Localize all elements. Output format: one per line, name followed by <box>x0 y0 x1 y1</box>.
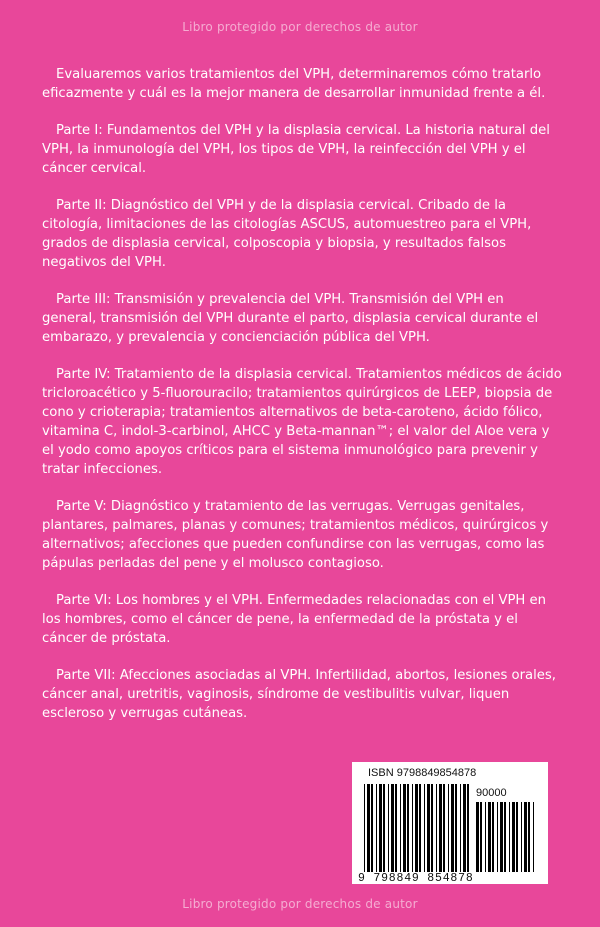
part-4-paragraph: Parte IV: Tratamiento de la displasia cervical. Tratamientos médicos de ácido tricloroacético y 5-fluorouracilo; tratamientos quirúrgicos de LEEP, biopsia de cono y crioterapia; tratamientos alternativos de beta-caroteno, ácido fólico, vitamina C, indol-3-carbinol, AHCC y Beta-mannan™; el valor del Aloe vera y el yodo como apoyos críticos para el sistema inmunológico para prevenir y tratar infecciones. <box>42 367 562 477</box>
barcode-bar <box>467 784 469 872</box>
barcode-bar <box>383 784 385 872</box>
barcode-bar <box>492 802 494 872</box>
barcode-bar <box>419 784 421 872</box>
barcode-bar <box>407 784 409 872</box>
barcode-bar <box>436 784 437 872</box>
barcode-bar <box>367 784 370 872</box>
barcode-bar <box>524 802 527 872</box>
barcode-bar <box>424 784 425 872</box>
barcode-bar <box>485 802 486 872</box>
part-2-paragraph: Parte II: Diagnóstico del VPH y de la displasia cervical. Cribado de la citología, limitaciones de las citologías ASCUS, automuestreo para el VPH, grados de displasia cervical, colposcopia y biopsia, y resultados falsos negativos del VPH. <box>42 198 532 270</box>
price-code: 90000 <box>476 787 507 799</box>
isbn-barcode-box <box>352 762 548 884</box>
copyright-watermark-bottom: Libro protegido por derechos de autor <box>182 897 418 911</box>
barcode-bar <box>371 784 373 872</box>
barcode-bar <box>480 802 482 872</box>
barcode-bar <box>379 784 382 872</box>
barcode-bar <box>509 802 510 872</box>
barcode-bar <box>391 784 394 872</box>
barcode-bar <box>497 802 498 872</box>
barcode-bar <box>528 802 530 872</box>
barcode-bar <box>488 802 491 872</box>
barcode-bar <box>395 784 397 872</box>
barcode-bar <box>427 784 430 872</box>
part-3-paragraph: Parte III: Transmisión y prevalencia del VPH. Transmisión del VPH en general, transmisión del VPH durante el parto, displasia cervical durante el embarazo, y prevalencia y concienciación pública del VPH. <box>42 292 539 345</box>
barcode-bar <box>376 784 377 872</box>
barcode-bars <box>364 784 470 872</box>
barcode-bar <box>463 784 466 872</box>
barcode-bar <box>364 784 365 872</box>
barcode-bar <box>403 784 406 872</box>
barcode-bar <box>448 784 449 872</box>
part-6-paragraph: Parte VI: Los hombres y el VPH. Enfermedades relacionadas con el VPH en los hombres, como el cáncer de pene, la enfermedad de la próstata y el cáncer de próstata. <box>42 593 547 646</box>
barcode-bar <box>500 802 503 872</box>
barcode-bar <box>521 802 522 872</box>
part-7-paragraph: Parte VII: Afecciones asociadas al VPH. Infertilidad, abortos, lesiones orales, cáncer anal, uretritis, vaginosis, síndrome de vestibulitis vulvar, liquen escleroso y verrugas cutáneas. <box>42 668 556 721</box>
barcode-bar <box>460 784 461 872</box>
addon-barcode-bars <box>476 802 536 872</box>
intro-paragraph: Evaluaremos varios tratamientos del VPH, determinaremos cómo tratarlo eficazmente y cuál es la mejor manera de desarrollar inmunidad frente a él. <box>42 67 546 101</box>
barcode-bar <box>431 784 433 872</box>
barcode-bar <box>516 802 518 872</box>
barcode-bar <box>443 784 445 872</box>
barcode-bar <box>533 802 534 872</box>
barcode-bar <box>388 784 389 872</box>
copyright-watermark-top: Libro protegido por derechos de autor <box>182 20 418 34</box>
isbn-digits: 9 798849 854878 <box>358 872 474 885</box>
part-1-paragraph: Parte I: Fundamentos del VPH y la displasia cervical. La historia natural del VPH, la inmunología del VPH, los tipos de VPH, la reinfección del VPH y el cáncer cervical. <box>42 123 550 176</box>
barcode-bar <box>412 784 413 872</box>
barcode-bar <box>439 784 442 872</box>
barcode-bar <box>455 784 457 872</box>
isbn-label: ISBN 9798849854878 <box>368 767 477 779</box>
part-5-paragraph: Parte V: Diagnóstico y tratamiento de las verrugas. Verrugas genitales, plantares, palmares, planas y comunes; tratamientos médicos, quirúrgicos y alternativos; afecciones que pueden confundirse con las verrugas, como las pápulas perladas del pene y el molusco contagioso. <box>42 499 549 571</box>
barcode-bar <box>415 784 418 872</box>
barcode-bar <box>476 802 479 872</box>
barcode-bar <box>400 784 401 872</box>
barcode-bar <box>504 802 506 872</box>
barcode-bar <box>451 784 454 872</box>
back-cover-text <box>42 65 562 741</box>
barcode-bar <box>512 802 515 872</box>
